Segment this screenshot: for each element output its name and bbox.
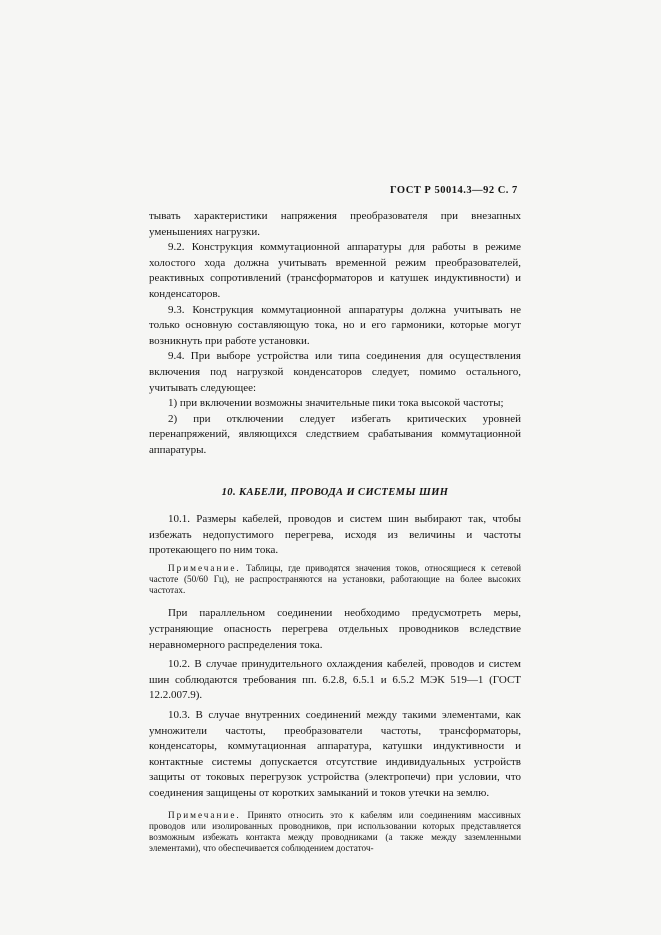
document-body xyxy=(149,209,521,864)
note-1 xyxy=(149,563,521,597)
note-1-text: Таблицы, где приводятся значения токов, относящиеся к сетевой частоте (50/60 Гц), не распространяются на установки, работающие на более высоких частотах. xyxy=(149,562,521,596)
paragraph-10-3: 10.3. В случае внутренних соединений между такими элементами, как умножители частоты, преобразователи частоты, трансформаторы, конденсаторы, коммутационная аппаратура, катушки индуктивности и контактные системы допускается отсутствие индивидуальных устройств защиты от токовых перегрузок устройства (электропечи) при условии, что соединения защищены от коротких замыканий и токов утечки на землю. xyxy=(149,709,521,800)
paragraph-parallel: При параллельном соединении необходимо предусмотреть меры, устраняющие опасность перегрева отдельных проводников вследствие неравномерного распределения тока. xyxy=(149,607,521,651)
paragraph-9-2: 9.2. Конструкция коммутационной аппаратуры для работы в режиме холостого хода должна учитывать временной режим преобразователей, реактивных сопротивлений (трансформаторов и катушек индуктивности) и конденсаторов. xyxy=(149,241,521,300)
paragraph-continuation: тывать характеристики напряжения преобразователя при внезапных уменьшениях нагрузки. xyxy=(149,210,521,238)
paragraph-9-4-item-2: 2) при отключении следует избегать критических уровней перенапряжений, являющихся следствием срабатывания коммутационной аппаратуры. xyxy=(149,412,521,456)
page-header: ГОСТ Р 50014.3—92 С. 7 xyxy=(390,185,518,196)
note-2 xyxy=(149,810,521,855)
note-2-text: Принято относить это к кабелям или соединениям массивных проводов или изолированных проводников, при использовании которых представляется возможным избежать контакта между проводниками (а также между заземленными элементами), что обеспечивается соблюдением достаточ- xyxy=(149,809,522,854)
paragraph-10-2: 10.2. В случае принудительного охлаждения кабелей, проводов и систем шин соблюдаются требования пп. 6.2.8, 6.5.1 и 6.5.2 МЭК 519—1 (ГОСТ 12.2.007.9). xyxy=(149,658,521,702)
note-2-label: Примечание. xyxy=(168,809,241,820)
section-10-title: 10. КАБЕЛИ, ПРОВОДА И СИСТЕМЫ ШИН xyxy=(221,486,449,498)
note-1-label: Примечание. xyxy=(168,562,241,573)
paragraph-9-4-item-1: 1) при включении возможны значительные пики тока высокой частоты; xyxy=(168,397,504,410)
paragraph-10-1: 10.1. Размеры кабелей, проводов и систем шин выбирают так, чтобы избежать недопустимого перегрева, исходя из величины и частоты протекающего по ним тока. xyxy=(149,513,521,557)
paragraph-9-4: 9.4. При выборе устройства или типа соединения для осуществления включения под нагрузкой конденсаторов следует, помимо остального, учитывать следующее: xyxy=(149,350,521,394)
paragraph-9-3: 9.3. Конструкция коммутационной аппаратуры должна учитывать не только основную составляющую тока, но и его гармоники, которые могут возникнуть при работе установки. xyxy=(149,303,521,347)
